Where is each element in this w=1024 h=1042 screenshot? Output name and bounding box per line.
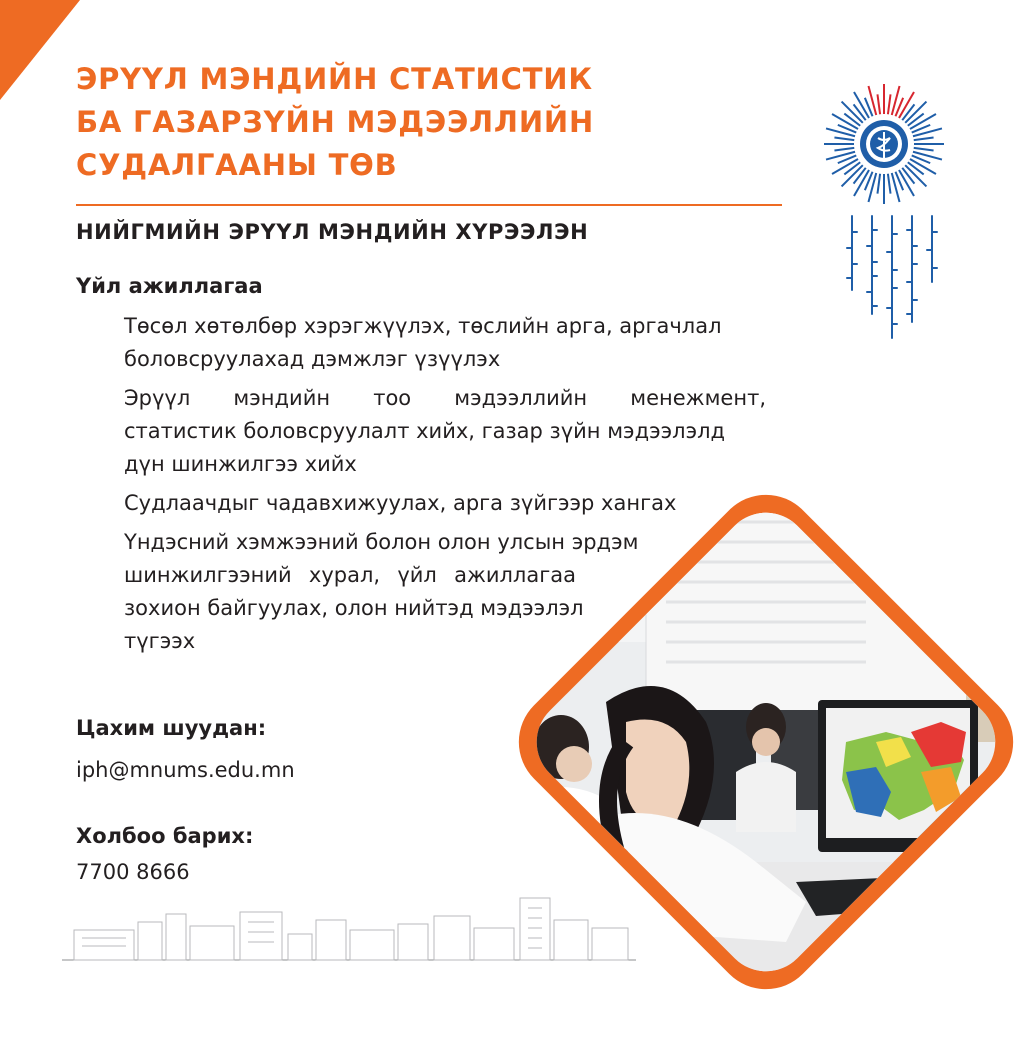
emblem-ray [877,174,880,194]
city-skyline-illustration [62,894,636,964]
emblem-ray [844,114,860,126]
emblem-ray [854,168,866,184]
activity-item [76,310,766,376]
email-link[interactable]: iph@mnums.edu.mn [76,758,295,782]
emblem-ray [844,162,860,174]
header-divider [76,204,782,206]
emblem-ray [854,104,866,120]
emblem-ray [834,148,854,151]
institute-subtitle: НИЙГМИЙН ЭРҮҮЛ МЭНДИЙН ХҮРЭЭЛЭН [76,220,589,244]
activities-heading: Үйл ажиллагаа [76,274,263,298]
emblem-ray [888,174,891,194]
email-label: Цахим шуудан: [76,716,267,740]
activity-4-line-4: түгээх [124,629,196,653]
emblem-ray [877,94,880,114]
emblem-ray [902,104,914,120]
activity-2-line-2: статистик боловсруулалт хийх, газар зүйн мэдээлэлд [124,419,726,443]
emblem-ray [902,168,914,184]
corner-accent-shape [0,0,80,100]
title-line-3: СУДАЛГААНЫ ТӨВ [76,148,398,182]
activity-4-line-2: шинжилгээний хурал, үйл ажиллагаа [124,563,576,587]
emblem-ray [908,162,924,174]
activity-2-line-1: Эрүүл мэндийн тоо мэдээллийн менежмент, [124,386,766,410]
activity-2-line-3: дүн шинжилгээ хийх [124,452,357,476]
activity-1-line-2: боловсруулахад дэмжлэг үзүүлэх [124,347,501,371]
phone-label: Холбоо барих: [76,824,254,848]
page-title [76,58,636,187]
emblem-ray [914,148,934,151]
activity-4-line-1: Үндэсний хэмжээний болон олон улсын эрдэм [124,530,639,554]
emblem-ray [914,137,934,140]
activity-3-line-1: Судлаачдыг чадавхижуулах, арга зүйгээр хангах [124,491,677,515]
logo-script-lettering [840,212,960,342]
activity-4-line-3: зохион байгуулах, олон нийтэд мэдээлэл [124,596,584,620]
university-emblem-icon [822,82,946,206]
title-line-2: БА ГАЗАРЗҮЙН МЭДЭЭЛЛИЙН [76,105,595,139]
phone-number[interactable]: 7700 8666 [76,860,190,884]
title-line-1: ЭРҮҮЛ МЭНДИЙН СТАТИСТИК [76,62,593,96]
emblem-ray [888,94,891,114]
activity-1-line-1: Төсөл хөтөлбөр хэрэгжүүлэх, төслийн арга, аргачлал [124,314,722,338]
emblem-ray [908,114,924,126]
emblem-ray [834,137,854,140]
